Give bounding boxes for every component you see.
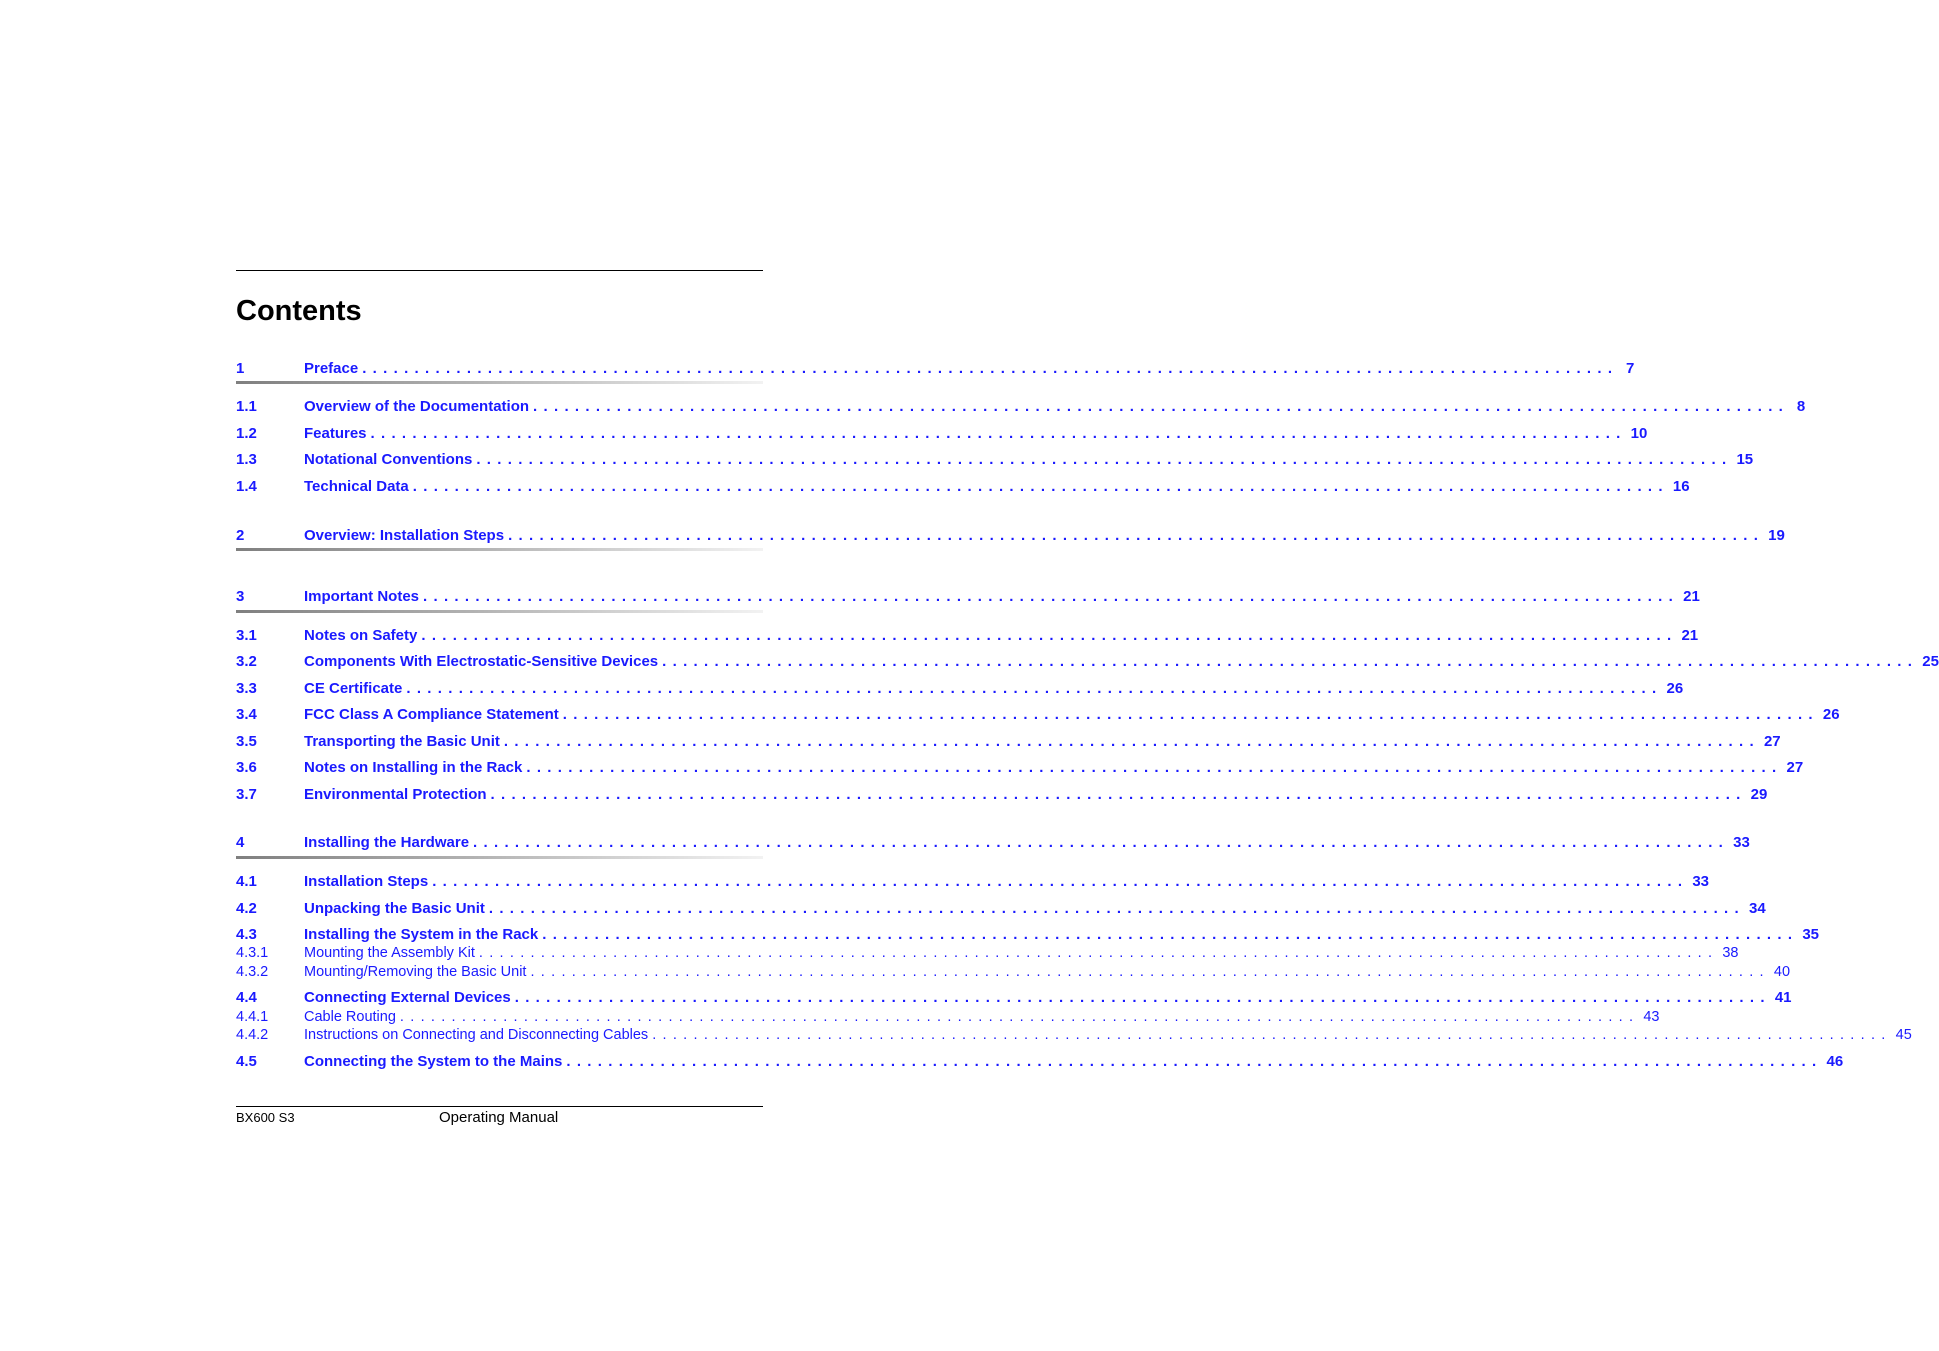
toc-entry-page[interactable]: 21	[1683, 588, 1700, 605]
toc-entry[interactable]	[236, 732, 1781, 752]
toc-entry-title[interactable]: Unpacking the Basic Unit	[304, 900, 485, 917]
toc-entry[interactable]	[236, 1052, 1844, 1072]
dot-leader: ........................................................................................................................	[473, 834, 1730, 851]
dot-leader: ........................................................................................................................	[478, 945, 1719, 961]
dot-leader: ........................................................................................................................	[412, 478, 1669, 495]
toc-entry-title[interactable]: FCC Class A Compliance Statement	[304, 706, 559, 723]
toc-entry[interactable]	[236, 424, 1648, 444]
toc-entry-page[interactable]: 33	[1692, 873, 1709, 890]
toc-entry[interactable]	[236, 1007, 1660, 1027]
toc-entry-title[interactable]: Features	[304, 425, 367, 442]
toc-entry-page[interactable]: 41	[1774, 989, 1792, 1006]
toc-entry[interactable]	[236, 988, 1792, 1008]
dot-leader: ........................................................................................................................	[652, 1027, 1892, 1043]
toc-entry-page[interactable]: 34	[1748, 900, 1766, 917]
toc-entry-number: 4.2	[236, 900, 257, 917]
toc-entry-number: 3.2	[236, 653, 257, 670]
dot-leader: ........................................................................................................................	[406, 680, 1663, 697]
toc-entry-title[interactable]: Installation Steps	[304, 873, 429, 890]
toc-entry[interactable]	[236, 705, 1840, 725]
toc-entry-number: 3.4	[236, 706, 257, 723]
toc-entry-title[interactable]: Overview of the Documentation	[304, 398, 530, 415]
toc-entry-page[interactable]: 10	[1630, 425, 1648, 442]
toc-entry-page[interactable]: 29	[1750, 786, 1768, 803]
toc-entry[interactable]	[236, 785, 1768, 805]
toc-entry-page[interactable]: 27	[1763, 733, 1781, 750]
toc-entry-number: 3.5	[236, 733, 257, 750]
toc-entry-page[interactable]: 15	[1736, 451, 1754, 468]
toc-entry[interactable]	[236, 397, 1806, 417]
toc-entry-number: 1.1	[236, 398, 257, 415]
toc-entry[interactable]	[236, 833, 1750, 853]
dot-leader: ........................................................................................................................	[526, 759, 1783, 776]
toc-entry-page[interactable]: 35	[1802, 926, 1820, 943]
dot-leader: ........................................................................................................................	[503, 733, 1760, 750]
toc-entry-page[interactable]: 27	[1786, 759, 1804, 776]
toc-entry-number: 1.3	[236, 451, 257, 468]
toc-entry-title[interactable]: Notes on Safety	[304, 627, 418, 644]
toc-entry-title[interactable]: Important Notes	[304, 588, 420, 605]
toc-entry-number: 1.2	[236, 425, 257, 442]
toc-entry-number: 3.1	[236, 627, 257, 644]
toc-entry-title[interactable]: Installing the Hardware	[304, 834, 470, 851]
toc-entry-number: 4.4.1	[236, 1009, 269, 1025]
toc-entry-title[interactable]: CE Certificate	[304, 680, 403, 697]
dot-leader: ........................................................................................................................	[508, 527, 1765, 544]
toc-entry-page[interactable]: 26	[1822, 706, 1840, 723]
toc-entry[interactable]	[236, 526, 1785, 546]
dot-leader: ........................................................................................................................	[514, 989, 1771, 1006]
dot-leader: ........................................................................................................................	[423, 588, 1680, 605]
toc-entry-page[interactable]: 43	[1643, 1009, 1660, 1025]
chapter-rule	[236, 548, 763, 551]
toc-entry-page[interactable]: 46	[1826, 1053, 1844, 1070]
dot-leader: ........................................................................................................................	[542, 926, 1799, 943]
toc-entry-title[interactable]: Environmental Protection	[304, 786, 487, 803]
toc-entry-page[interactable]: 21	[1681, 627, 1699, 644]
toc-entry-number: 1.4	[236, 478, 257, 495]
footer-rule	[236, 1106, 763, 1107]
toc-entry-title[interactable]: Instructions on Connecting and Disconnecting Cables	[304, 1027, 649, 1043]
toc-entry-number: 4.3	[236, 926, 257, 943]
dot-leader: ........................................................................................................................	[362, 360, 1619, 377]
toc-entry-number: 4.4.2	[236, 1027, 269, 1043]
toc-entry-page[interactable]: 8	[1796, 398, 1806, 415]
toc-entry-number: 2	[236, 527, 245, 544]
toc-entry[interactable]	[236, 1025, 1912, 1045]
toc-entry-title[interactable]: Mounting/Removing the Basic Unit	[304, 964, 527, 980]
toc-entry[interactable]	[236, 450, 1754, 470]
toc-entry-number: 1	[236, 360, 245, 377]
toc-entry[interactable]	[236, 962, 1791, 982]
toc-entry[interactable]	[236, 679, 1684, 699]
toc-entry-title[interactable]: Preface	[304, 360, 359, 377]
toc-entry-title[interactable]: Cable Routing	[304, 1009, 396, 1025]
toc-entry-page[interactable]: 45	[1895, 1027, 1912, 1043]
dot-leader: ........................................................................................................................	[530, 964, 1770, 980]
toc-entry-title[interactable]: Overview: Installation Steps	[304, 527, 505, 544]
toc-entry-title[interactable]: Installing the System in the Rack	[304, 926, 539, 943]
chapter-rule	[236, 381, 763, 384]
toc-entry[interactable]	[236, 626, 1699, 646]
dot-leader: ........................................................................................................................	[432, 873, 1689, 890]
toc-entry-page[interactable]: 25	[1922, 653, 1939, 670]
dot-leader: ........................................................................................................................	[533, 398, 1790, 415]
page-title: Contents	[236, 295, 362, 327]
dot-leader: ........................................................................................................................	[662, 653, 1919, 670]
toc-entry-title[interactable]: Transporting the Basic Unit	[304, 733, 500, 750]
toc-entry-number: 4.3.1	[236, 945, 269, 961]
chapter-rule	[236, 856, 763, 859]
toc-entry[interactable]	[236, 359, 1635, 379]
toc-entry-number: 4.4	[236, 989, 257, 1006]
toc-entry-title[interactable]: Notational Conventions	[304, 451, 473, 468]
dot-leader: ........................................................................................................................	[476, 451, 1733, 468]
toc-entry-page[interactable]: 38	[1722, 945, 1739, 961]
dot-leader: ........................................................................................................................	[370, 425, 1627, 442]
toc-entry[interactable]	[236, 872, 1709, 892]
toc-entry-number: 3.3	[236, 680, 257, 697]
toc-entry-page[interactable]: 33	[1733, 834, 1750, 851]
toc-entry-number: 3	[236, 588, 245, 605]
toc-entry[interactable]	[236, 925, 1820, 945]
toc-entry[interactable]	[236, 652, 1939, 672]
toc-entry-number: 3.6	[236, 759, 257, 776]
toc-entry-number: 4.3.2	[236, 964, 269, 980]
toc-entry-page[interactable]: 40	[1773, 964, 1791, 980]
dot-leader: ........................................................................................................................	[421, 627, 1678, 644]
toc-entry-page[interactable]: 16	[1672, 478, 1690, 495]
footer-product: BX600 S3	[236, 1110, 295, 1125]
toc-entry-page[interactable]: 19	[1768, 527, 1785, 544]
toc-entry-title[interactable]: Components With Electrostatic-Sensitive Devices	[304, 653, 659, 670]
toc-entry[interactable]	[236, 758, 1804, 778]
dot-leader: ........................................................................................................................	[562, 706, 1819, 723]
dot-leader: ........................................................................................................................	[490, 786, 1747, 803]
chapter-rule	[236, 610, 763, 613]
toc-entry-title[interactable]: Connecting the System to the Mains	[304, 1053, 563, 1070]
dot-leader: ........................................................................................................................	[488, 900, 1745, 917]
toc-entry-title[interactable]: Notes on Installing in the Rack	[304, 759, 523, 776]
toc-entry-number: 4	[236, 834, 245, 851]
toc-entry-title[interactable]: Mounting the Assembly Kit	[304, 945, 475, 961]
toc-entry-title[interactable]: Connecting External Devices	[304, 989, 511, 1006]
toc-entry-page[interactable]: 26	[1666, 680, 1684, 697]
toc-entry-number: 4.5	[236, 1053, 257, 1070]
toc-entry[interactable]	[236, 943, 1739, 963]
dot-leader: ........................................................................................................................	[399, 1009, 1640, 1025]
toc-entry[interactable]	[236, 477, 1690, 497]
toc-entry-page[interactable]: 7	[1625, 360, 1635, 377]
toc-entry[interactable]	[236, 587, 1700, 607]
dot-leader: ........................................................................................................................	[566, 1053, 1823, 1070]
toc-entry-number: 4.1	[236, 873, 257, 890]
toc-entry-number: 3.7	[236, 786, 257, 803]
toc-entry[interactable]	[236, 899, 1766, 919]
toc-entry-title[interactable]: Technical Data	[304, 478, 409, 495]
footer-manual-title: Operating Manual	[439, 1109, 559, 1126]
